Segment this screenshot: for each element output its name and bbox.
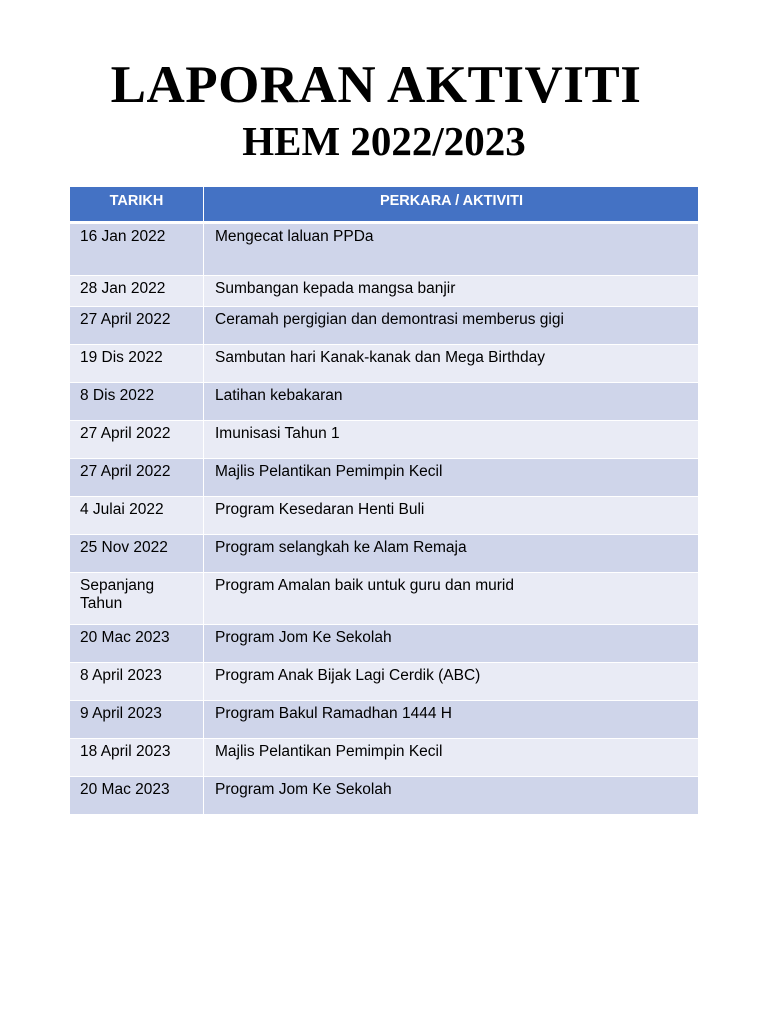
table-row — [70, 739, 698, 777]
table-row — [70, 701, 698, 739]
table-row — [70, 276, 698, 307]
table-header-row — [70, 187, 698, 224]
activity-table — [70, 187, 698, 815]
table-row — [70, 625, 698, 663]
row-activity: Majlis Pelantikan Pemimpin Kecil — [204, 739, 698, 776]
row-activity: Mengecat laluan PPDa — [204, 224, 698, 275]
row-activity: Sumbangan kepada mangsa banjir — [204, 276, 698, 306]
table-row — [70, 663, 698, 701]
table-row — [70, 345, 698, 383]
page-subtitle: HEM 2022/2023 — [242, 118, 526, 164]
row-activity: Program Amalan baik untuk guru dan murid — [204, 573, 698, 624]
table-row — [70, 573, 698, 625]
row-date: Sepanjang Tahun — [70, 573, 204, 624]
row-activity: Imunisasi Tahun 1 — [204, 421, 698, 458]
row-activity: Latihan kebakaran — [204, 383, 698, 420]
page-title: LAPORAN AKTIVITI — [110, 56, 642, 114]
row-date: 18 April 2023 — [70, 739, 204, 776]
row-activity: Program Jom Ke Sekolah — [204, 625, 698, 662]
row-date: 25 Nov 2022 — [70, 535, 204, 572]
row-date: 27 April 2022 — [70, 307, 204, 344]
row-date: 4 Julai 2022 — [70, 497, 204, 534]
row-activity: Program Jom Ke Sekolah — [204, 777, 698, 814]
row-activity: Sambutan hari Kanak-kanak dan Mega Birthday — [204, 345, 698, 382]
table-row — [70, 777, 698, 815]
row-date: 16 Jan 2022 — [70, 224, 204, 275]
row-date: 8 Dis 2022 — [70, 383, 204, 420]
row-date: 8 April 2023 — [70, 663, 204, 700]
row-date: 9 April 2023 — [70, 701, 204, 738]
table-row — [70, 307, 698, 345]
row-activity: Program Kesedaran Henti Buli — [204, 497, 698, 534]
row-activity: Program selangkah ke Alam Remaja — [204, 535, 698, 572]
row-activity: Majlis Pelantikan Pemimpin Kecil — [204, 459, 698, 496]
row-date: 19 Dis 2022 — [70, 345, 204, 382]
table-row — [70, 383, 698, 421]
row-activity: Program Bakul Ramadhan 1444 H — [204, 701, 698, 738]
table-row — [70, 421, 698, 459]
table-row — [70, 497, 698, 535]
table-row — [70, 535, 698, 573]
row-date: 20 Mac 2023 — [70, 625, 204, 662]
table-row — [70, 459, 698, 497]
row-date: 20 Mac 2023 — [70, 777, 204, 814]
header-date: TARIKH — [70, 187, 204, 221]
row-activity: Program Anak Bijak Lagi Cerdik (ABC) — [204, 663, 698, 700]
row-activity: Ceramah pergigian dan demontrasi memberus gigi — [204, 307, 698, 344]
row-date: 28 Jan 2022 — [70, 276, 204, 306]
table-row — [70, 224, 698, 276]
row-date: 27 April 2022 — [70, 459, 204, 496]
header-activity: PERKARA / AKTIVITI — [204, 187, 698, 221]
row-date: 27 April 2022 — [70, 421, 204, 458]
